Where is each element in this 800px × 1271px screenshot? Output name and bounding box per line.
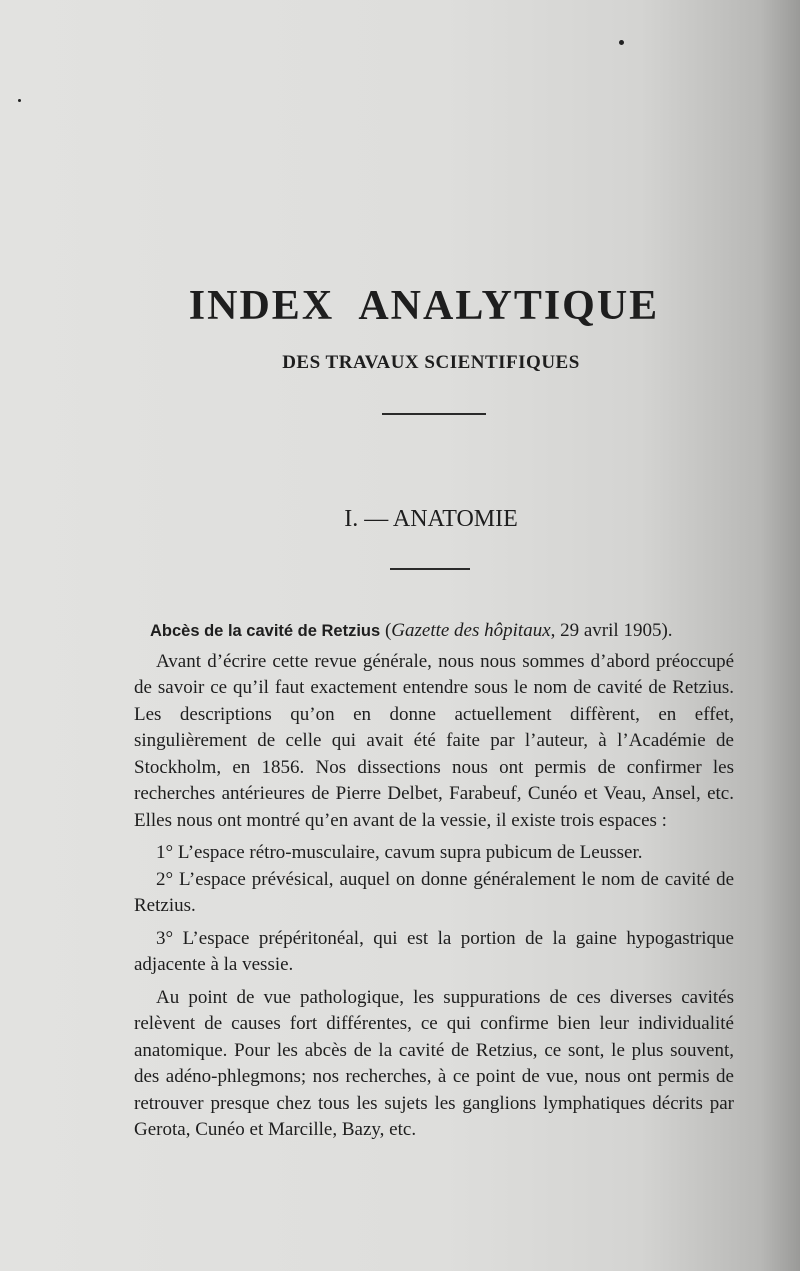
article-list-item: 2° L’espace prévésical, auquel on donne généralement le nom de cavité de Retzius.: [134, 868, 734, 916]
ink-speck: [18, 99, 21, 102]
article-heading-title: Abcès de la cavité de Retzius: [150, 622, 381, 640]
page-title: INDEX ANALYTIQUE: [188, 283, 660, 329]
article-paragraph: Avant d’écrire cette revue générale, nous nous sommes d’abord préoccupé de savoir ce qu’il faut exactement entendre sous le nom de cavité de Retzius. Les descriptions qu’on en donne actuellement diffèrent, en effet, singulièrement de celle qui avait été faite par l’auteur, à l’Académie de Stockholm, en 1856. Nos dissections nous ont permis de confirmer les recherches antérieures de Pierre Delbet, Farabeuf, Cunéo et Veau, Ansel, etc. Elles nous ont montré qu’en avant de la vessie, il existe trois espaces :: [134, 650, 734, 831]
ink-speck: [619, 40, 624, 45]
article-list-item: 3° L’espace prépéritonéal, qui est la portion de la gaine hypogastrique adjacente à la vessie.: [134, 927, 734, 975]
section-title: I. — ANATOMIE: [344, 506, 518, 532]
section-divider: [390, 568, 470, 570]
article-heading-open-paren: (: [380, 620, 392, 641]
article-date: , 29 avril 1905).: [550, 620, 673, 641]
article-body: [134, 618, 734, 1144]
article-journal: Gazette des hôpitaux: [391, 620, 551, 641]
article-paragraph: Au point de vue pathologique, les suppurations de ces diverses cavités relèvent de causes fort différentes, ce qui confirme bien leur individualité anatomique. Pour les abcès de la cavité de Retzius, ce sont, le plus souvent, des adéno-phlegmons; nos recherches, à ce point de vue, nous ont permis de retrouver presque chez tous les sujets les ganglions lymphatiques décrits par Gerota, Cunéo et Marcille, Bazy, etc.: [134, 986, 734, 1140]
page-subtitle: DES TRAVAUX SCIENTIFIQUES: [282, 352, 580, 373]
article-heading: [134, 618, 734, 645]
article-list-item: 1° L’espace rétro-musculaire, cavum supra pubicum de Leusser.: [156, 842, 643, 863]
title-divider: [382, 413, 486, 415]
